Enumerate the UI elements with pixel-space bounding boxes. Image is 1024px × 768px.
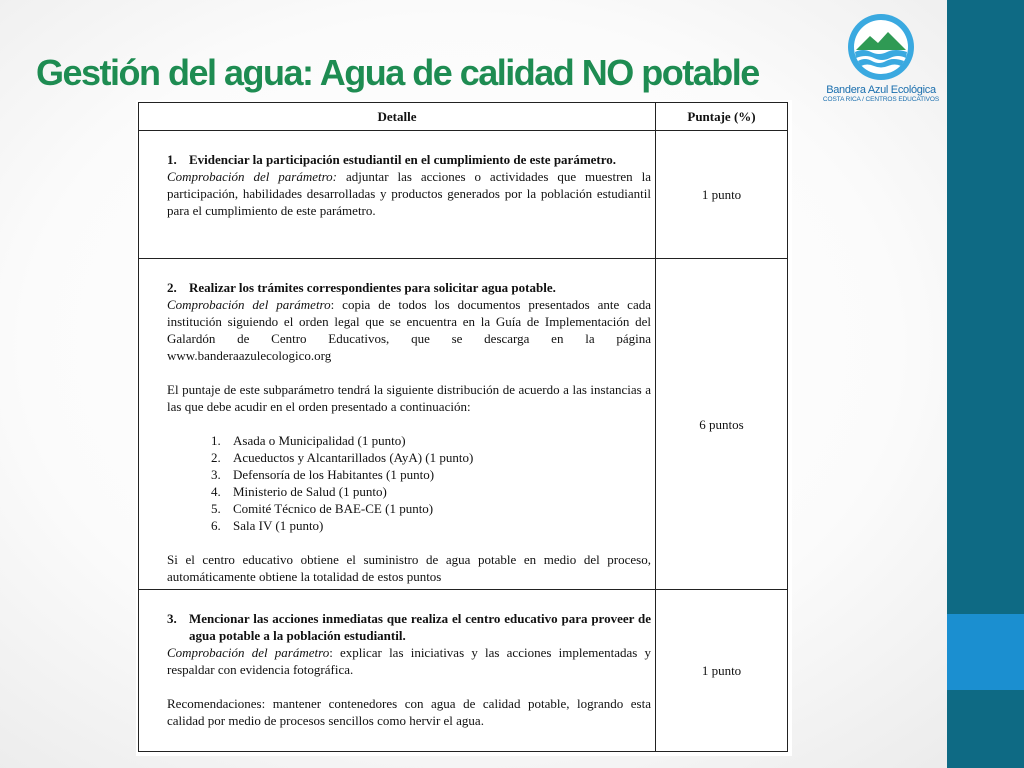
header-detail: Detalle: [139, 103, 656, 131]
side-accent-block: [947, 614, 1024, 690]
row-3-title: [167, 610, 651, 644]
row-1-title-text: Evidenciar la participación estudiantil en el cumplimiento de este parámetro.: [189, 152, 617, 167]
row-2-title: [167, 279, 651, 296]
row-2-distribution: El puntaje de este subparámetro tendrá la siguiente distribución de acuerdo a las instancias a las que debe acudir en el orden presentado a continuación:: [167, 382, 651, 414]
row-1-number: 1.: [167, 152, 177, 167]
list-item: [211, 517, 651, 534]
row-1-score: 1 punto: [656, 131, 788, 259]
list-item-text: Acueductos y Alcantarillados (AyA) (1 punto): [233, 450, 474, 465]
row-1-check-text: adjuntar las acciones o actividades que muestren la participación, habilidades desarrolladas y productos generados por la población estudiantil para el cumplimiento de este parámetro.: [167, 169, 651, 218]
side-decoration-bar: [947, 0, 1024, 768]
row-2-final: Si el centro educativo obtiene el suministro de agua potable en medio del proceso, automáticamente obtiene la totalidad de estos puntos: [167, 552, 651, 584]
list-item: [211, 432, 651, 449]
table-row: [139, 131, 788, 259]
list-item-text: Asada o Municipalidad (1 punto): [233, 433, 406, 448]
row-3-recommendation: Recomendaciones: mantener contenedores con agua de calidad potable, logrando esta calidad por medio de procesos sencillos como hervir el agua.: [167, 696, 651, 728]
row-2-score: 6 puntos: [656, 259, 788, 590]
row-1-check: [167, 168, 651, 219]
table-row: [139, 590, 788, 752]
list-item: [211, 483, 651, 500]
list-item-text: Ministerio de Salud (1 punto): [233, 484, 387, 499]
instance-list: [167, 432, 651, 534]
row-3-number: 3.: [167, 611, 177, 626]
logo-name: Bandera Azul Ecológica: [826, 84, 936, 96]
row-3-check-text: : explicar las iniciativas y las acciones implementadas y respaldar con evidencia fotográfica.: [167, 645, 651, 677]
row-3-detail: [139, 590, 656, 752]
header-score: Puntaje (%): [656, 103, 788, 131]
list-item-number: 6.: [211, 518, 221, 533]
list-item-text: Defensoría de los Habitantes (1 punto): [233, 467, 435, 482]
bandera-azul-logo: [822, 8, 940, 126]
row-2-check-text: : copia de todos los documentos presentados ante cada institución siguiendo el orden legal que se encuentra en la Guía de Implementación del Galardón de Centro Educativos, que se descarga en la página www.banderaazulecologico.org: [167, 297, 651, 363]
row-1-detail: [139, 131, 656, 259]
list-item-text: Comité Técnico de BAE-CE (1 punto): [233, 501, 434, 516]
list-item: [211, 466, 651, 483]
criteria-table: [138, 102, 788, 752]
table-row: [139, 259, 788, 590]
list-item: [211, 449, 651, 466]
list-item-text: Sala IV (1 punto): [233, 518, 324, 533]
row-3-title-text: Mencionar las acciones inmediatas que realiza el centro educativo para proveer de agua potable a la población estudiantil.: [189, 611, 651, 643]
list-item-number: 4.: [211, 484, 221, 499]
bandera-azul-logo-icon: [846, 12, 916, 82]
row-2-check-label: Comprobación del parámetro: [167, 297, 331, 312]
list-item-number: 5.: [211, 501, 221, 516]
row-2-detail: [139, 259, 656, 590]
row-3-check-label: Comprobación del parámetro: [167, 645, 330, 660]
row-2-check: [167, 296, 651, 364]
document-image: [136, 100, 792, 756]
logo-subtitle: COSTA RICA / CENTROS EDUCATIVOS: [822, 96, 940, 103]
row-1-title: [167, 151, 651, 168]
list-item-number: 3.: [211, 467, 221, 482]
list-item-number: 1.: [211, 433, 221, 448]
row-3-check: [167, 644, 651, 678]
list-item: [211, 500, 651, 517]
slide-title: Gestión del agua: Agua de calidad NO potable: [36, 52, 759, 93]
row-3-score: 1 punto: [656, 590, 788, 752]
row-2-title-text: Realizar los trámites correspondientes para solicitar agua potable.: [189, 280, 556, 295]
table-header-row: [139, 103, 788, 131]
row-2-number: 2.: [167, 280, 177, 295]
row-1-check-label: Comprobación del parámetro:: [167, 169, 337, 184]
list-item-number: 2.: [211, 450, 221, 465]
